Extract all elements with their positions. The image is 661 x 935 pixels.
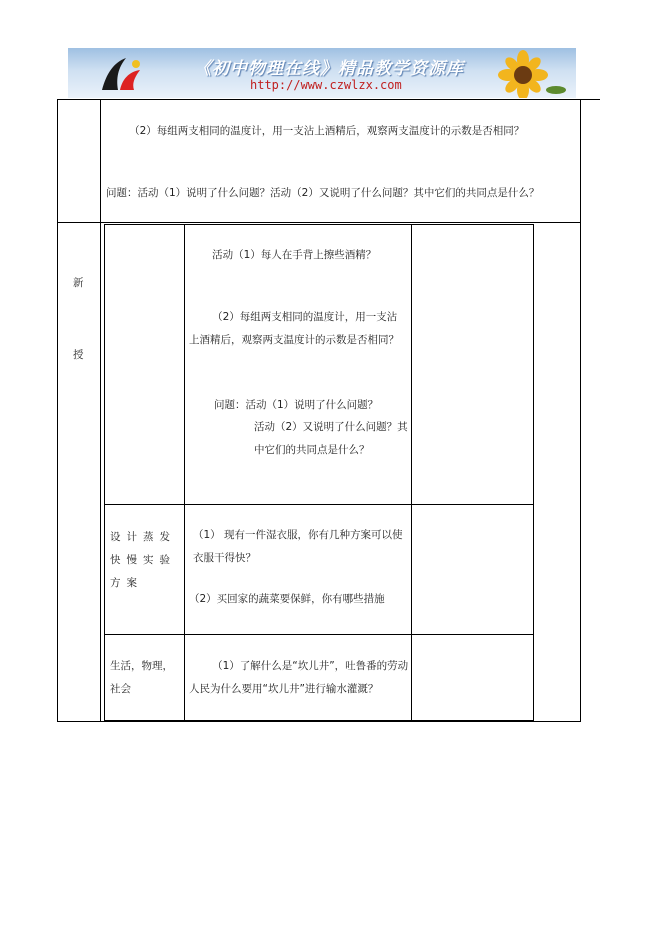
inner-col-1 (104, 224, 105, 721)
side-label-shou: 授 (73, 349, 84, 361)
table-border-bottom (57, 721, 581, 722)
table-divider (57, 222, 581, 223)
inner-row-divider-1 (104, 504, 534, 505)
row2-item-1: （1） 现有一件湿衣服，你有几种方案可以使衣服干得快？ (193, 529, 403, 564)
banner-title: 《初中物理在线》精品教学资源库 (194, 59, 464, 79)
row3-item-1: （1）了解什么是“坎儿井”，吐鲁番的劳动人民为什么要用“坎儿井”进行输水灌溉？ (189, 660, 409, 695)
row1-item-2: （2）每组两支相同的温度计，用一支沾上酒精后，观察两支温度计的示数是否相同？ (189, 311, 399, 346)
inner-col-3 (411, 224, 412, 721)
row1-item-3: 问题：活动（1）说明了什么问题？ (214, 399, 379, 411)
sunflower-icon (478, 50, 568, 98)
top-paragraph-2: 问题：活动（1）说明了什么问题？活动（2）又说明了什么问题？其中它们的共同点是什么？ (106, 187, 540, 199)
inner-col-2 (184, 224, 185, 721)
table-border-right (580, 99, 581, 722)
table-border-top (57, 99, 600, 100)
logo-icon (96, 54, 146, 94)
row1-item-1: 活动（1）每人在手背上擦些酒精？ (212, 249, 377, 261)
table-border-left (57, 99, 58, 722)
header-banner (68, 48, 576, 98)
inner-table-bottom (104, 720, 534, 721)
inner-table-top (104, 224, 534, 225)
row3-label: 生活，物理，社会 (110, 660, 173, 695)
inner-col-4 (533, 224, 534, 721)
row2-label: 设计蒸发快慢实验方案 (110, 531, 176, 589)
side-label-xin: 新 (73, 277, 84, 289)
row2-item-2: （2）买回家的蔬菜要保鲜，你有哪些措施 (189, 593, 385, 605)
table-col-divider (100, 99, 101, 722)
row1-item-4: 活动（2）又说明了什么问题？其中它们的共同点是什么？ (254, 421, 408, 456)
top-paragraph-1: （2）每组两支相同的温度计，用一支沾上酒精后，观察两支温度计的示数是否相同？ (129, 125, 525, 137)
inner-row-divider-2 (104, 634, 534, 635)
banner-url[interactable]: http://www.czwlzx.com (250, 78, 402, 92)
